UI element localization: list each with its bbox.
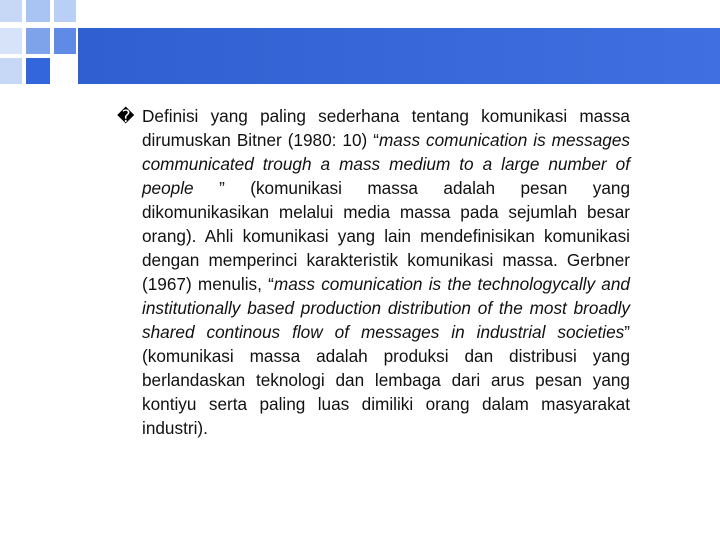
text-run: Definisi yang paling sederhana tentang komunikasi massa dirumuskan Bitner (1980: 10) “ [142, 106, 630, 150]
decor-square-4 [0, 28, 22, 54]
text-run-italic: mass comunication is messages communicated trough a mass medium to a large number of people [142, 130, 631, 198]
title-banner [78, 28, 720, 84]
text-run: ” (komunikasi massa adalah produksi dan distribusi yang berlandaskan teknologi dan lembaga dari arus pesan yang kontiyu serta paling luas dimiliki orang dalam masyarakat industri). [142, 322, 630, 438]
text-run: ” (komunikasi massa adalah pesan yang dikomunikasikan melalui media massa pada sejumlah besar orang). Ahli komunikasi yang lain mendefinisikan komunikasi dengan memperinci karakteristik komunikasi massa. Gerbner (1967) menulis, “ [142, 178, 630, 294]
decor-square-5 [26, 28, 50, 54]
decor-square-7 [0, 58, 22, 84]
text-run-italic: mass comunication is the technologycally and institutionally based production distribution of the most broadly shared continous flow of messages in industrial societies [142, 274, 630, 342]
decor-square-3 [54, 0, 76, 22]
slide-body [117, 104, 631, 440]
decor-square-8 [26, 58, 50, 84]
decor-square-1 [0, 0, 22, 22]
bullet-paragraph [117, 104, 631, 440]
decor-square-6 [54, 28, 76, 54]
bullet-glyph: � [117, 106, 135, 126]
decor-square-2 [26, 0, 50, 22]
